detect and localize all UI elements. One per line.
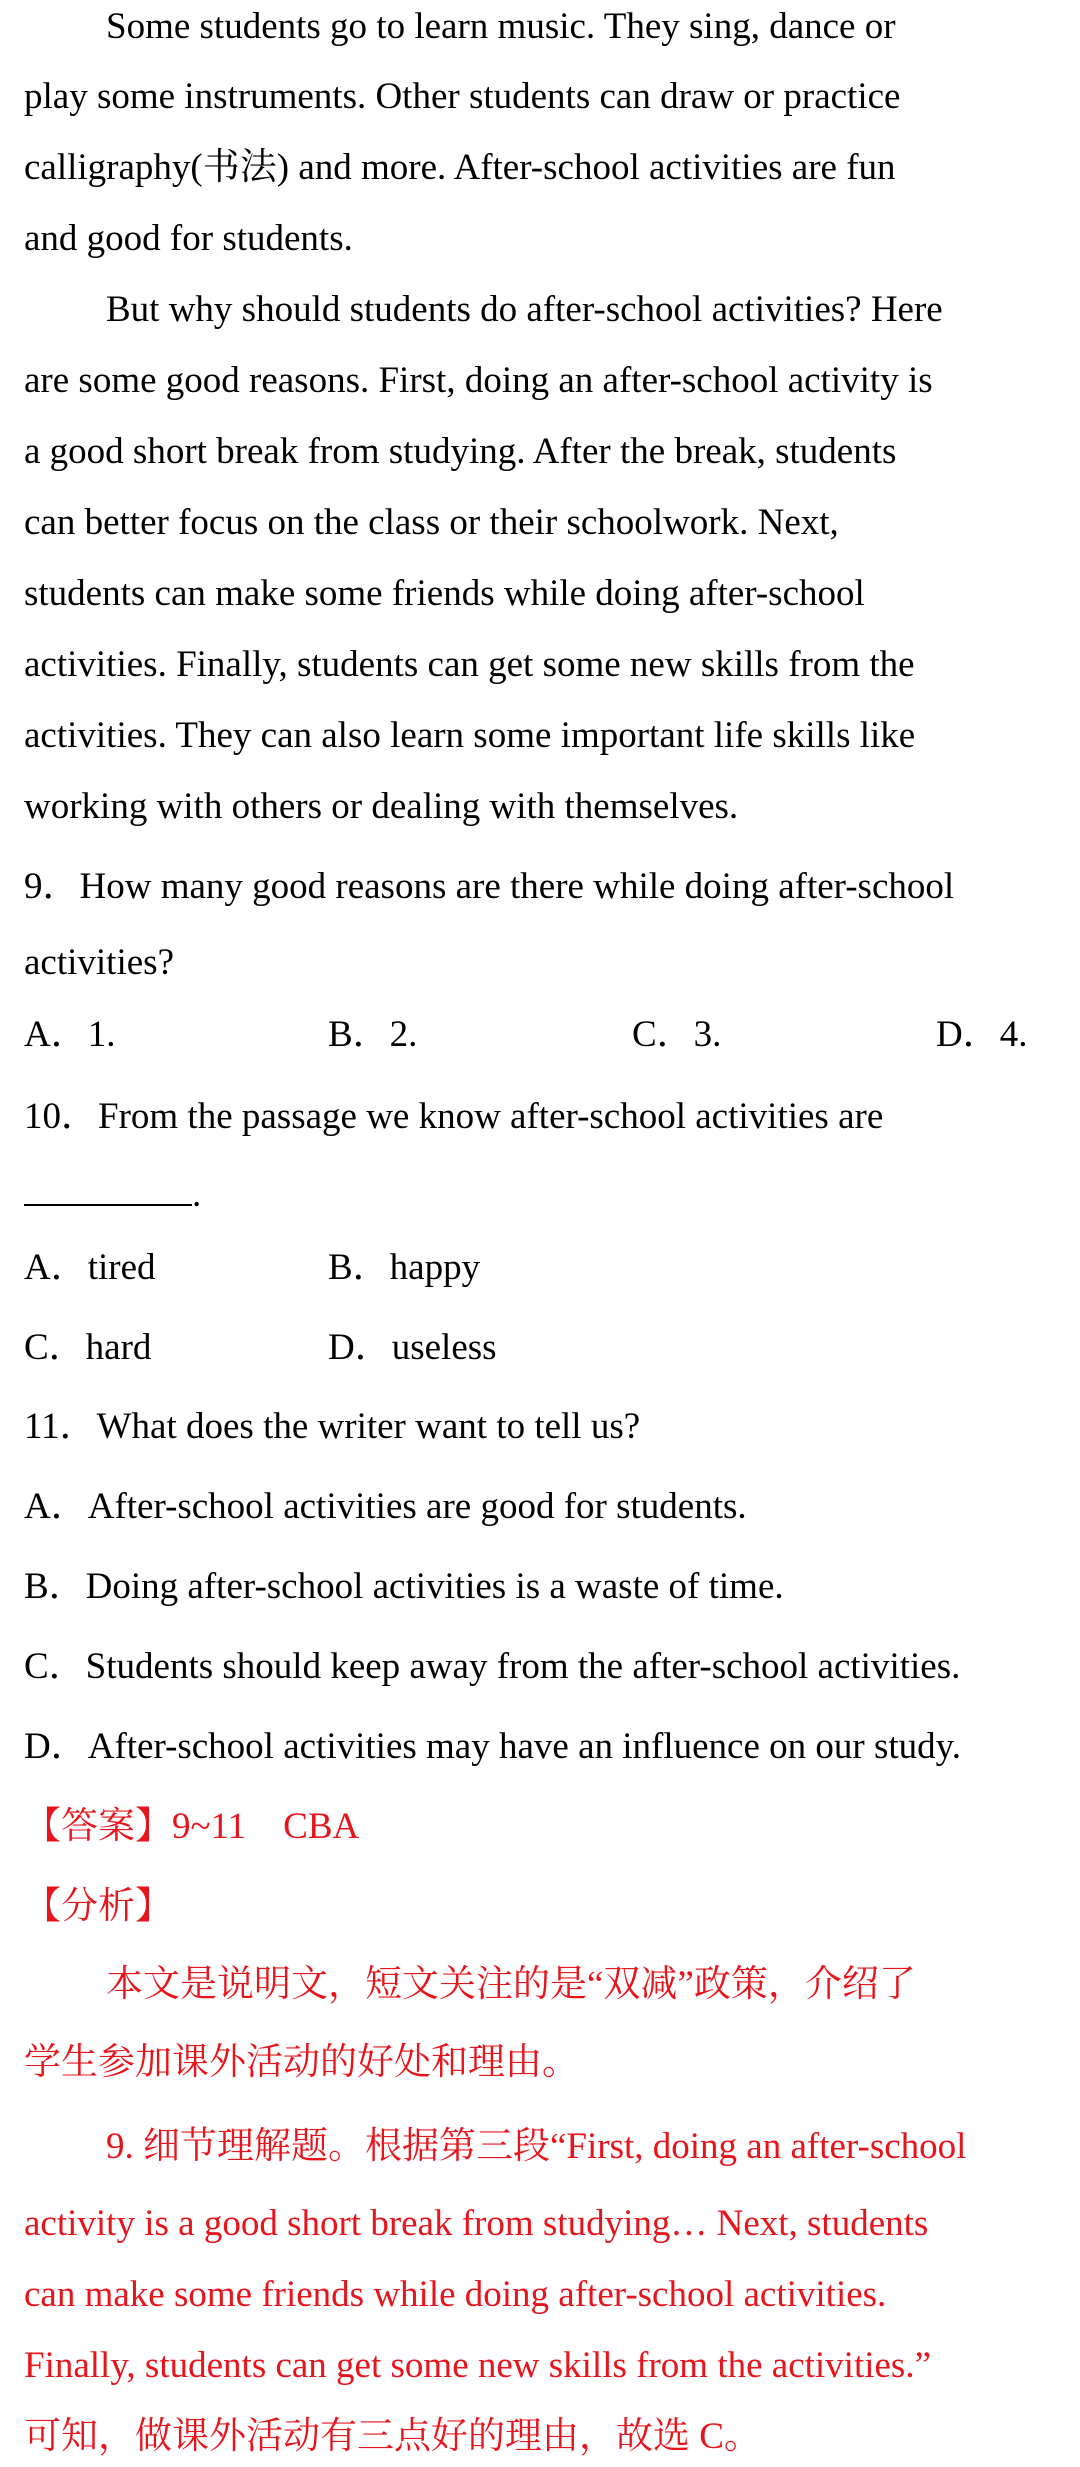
analysis-line: 学生参加课外活动的好处和理由。: [24, 2042, 579, 2083]
question-9-stem: activities?: [24, 942, 174, 983]
question-10-blank: .: [24, 1172, 201, 1218]
question-10-stem: 10．From the passage we know after-school activities are: [24, 1096, 884, 1137]
detail-line: Finally, students can get some new skills from the activities.”: [24, 2345, 932, 2386]
q10-option-c: C．hard: [24, 1327, 152, 1368]
passage-line: are some good reasons. First, doing an after-school activity is: [24, 360, 933, 401]
q10-option-b: B．happy: [328, 1247, 481, 1288]
passage-line: a good short break from studying. After the break, students: [24, 431, 897, 472]
passage-line: working with others or dealing with themselves.: [24, 786, 739, 827]
question-9-stem: 9．How many good reasons are there while doing after-school: [24, 866, 955, 907]
detail-line: activity is a good short break from studying… Next, students: [24, 2203, 929, 2244]
q9-option-c: C．3.: [632, 1014, 722, 1055]
q9-option-a: A．1.: [24, 1014, 116, 1055]
analysis-label: 【分析】: [24, 1886, 172, 1927]
passage-line: But why should students do after-school activities? Here: [106, 289, 943, 330]
q10-option-a: A．tired: [24, 1247, 156, 1288]
q11-option-c: C．Students should keep away from the after-school activities.: [24, 1646, 961, 1687]
passage-line: can better focus on the class or their schoolwork. Next,: [24, 502, 839, 543]
q11-option-d: D．After-school activities may have an influence on our study.: [24, 1726, 961, 1767]
question-11-stem: 11．What does the writer want to tell us?: [24, 1406, 641, 1447]
q10-option-d: D．useless: [328, 1327, 497, 1368]
passage-line: calligraphy(书法) and more. After-school activities are fun: [24, 147, 896, 188]
q11-option-a: A．After-school activities are good for students.: [24, 1486, 747, 1527]
passage-line: Some students go to learn music. They sing, dance or: [106, 6, 896, 47]
detail-line: 可知，做课外活动有三点好的理由，故选 C。: [24, 2416, 761, 2457]
passage-line: and good for students.: [24, 218, 353, 259]
q11-option-b: B．Doing after-school activities is a waste of time.: [24, 1566, 784, 1607]
q9-option-b: B．2.: [328, 1014, 418, 1055]
passage-line: activities. Finally, students can get some new skills from the: [24, 644, 915, 685]
answer-blank: [24, 1174, 192, 1206]
q9-option-d: D．4.: [936, 1014, 1028, 1055]
passage-line: activities. They can also learn some important life skills like: [24, 715, 916, 756]
detail-line: 9. 细节理解题。根据第三段“First, doing an after-school: [106, 2126, 967, 2167]
analysis-line: 本文是说明文，短文关注的是“双减”政策，介绍了: [106, 1964, 916, 2005]
passage-line: students can make some friends while doing after-school: [24, 573, 865, 614]
passage-line: play some instruments. Other students can draw or practice: [24, 76, 901, 117]
answer-label: 【答案】9~11 CBA: [24, 1806, 360, 1847]
detail-line: can make some friends while doing after-school activities.: [24, 2274, 887, 2315]
